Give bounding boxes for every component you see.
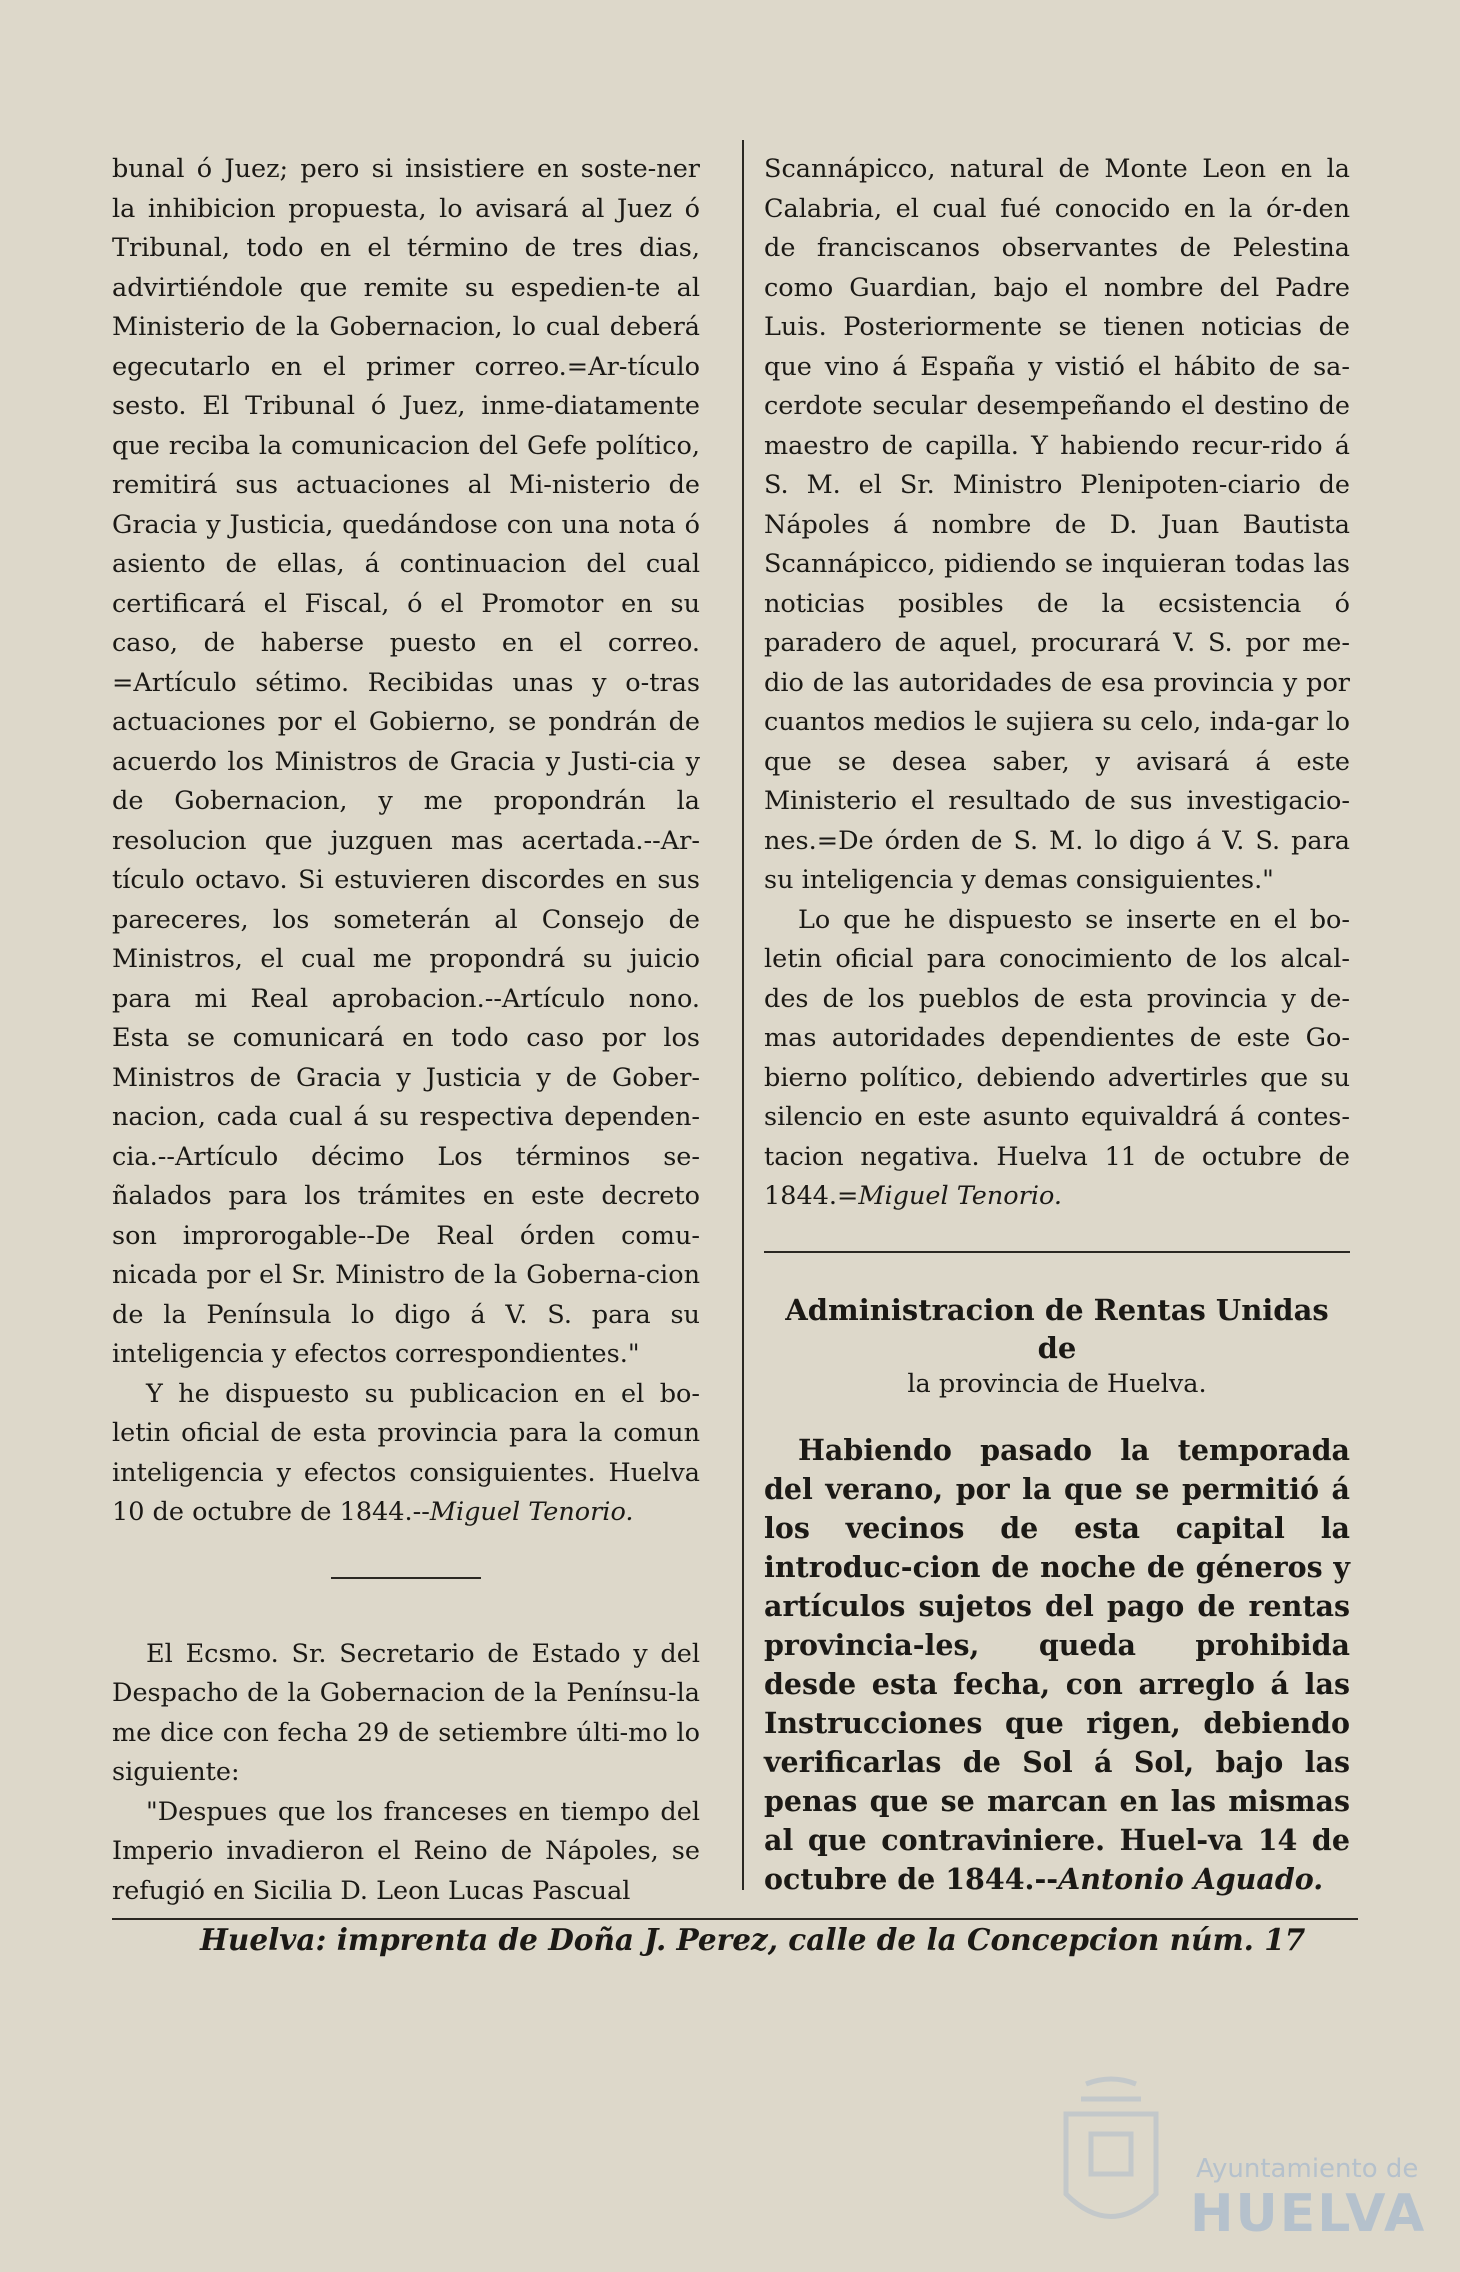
- left-paragraph-secretary: El Ecsmo. Sr. Secretario de Estado y del Despacho de la Gobernacion de la Penínsu-la me dice con fecha 29 de setiembre últi-mo lo siguiente:: [112, 1638, 700, 1787]
- section-divider-right: [764, 1251, 1350, 1253]
- footer-rule: [112, 1918, 1358, 1920]
- printer-imprint: Huelva: imprenta de Doña J. Perez, calle de la Concepcion núm. 17: [200, 1922, 1306, 1957]
- publication-text: Y he dispuesto su publicacion en el bo-letin oficial de esta provincia para la comun inteligencia y efectos consiguientes. Huelva 10 de octubre de 1844.--: [112, 1378, 700, 1527]
- left-column: [112, 150, 700, 1911]
- column-divider: [742, 140, 744, 1890]
- signature-miguel-tenorio-2: Miguel Tenorio.: [858, 1181, 1062, 1211]
- left-paragraph-quote: "Despues que los franceses en tiempo del Imperio invadieron el Reino de Nápoles, se refugió en Sicilia D. Leon Lucas Pascual: [112, 1796, 700, 1906]
- watermark-line1: Ayuntamiento de: [1196, 2154, 1419, 2184]
- notice-block: [764, 1431, 1350, 1899]
- section-subheading: la provincia de Huelva.: [907, 1368, 1207, 1399]
- section-heading: Administracion de Rentas Unidas de: [785, 1292, 1329, 1365]
- right-column: [764, 150, 1350, 1899]
- signature-miguel-tenorio: Miguel Tenorio.: [429, 1497, 634, 1527]
- notice-text: Habiendo pasado la temporada del verano, por la que se permitió á los vecinos de esta capital la introduc-cion de noche de géneros y artículos sujetos del pago de rentas provincia-les, queda prohibida desde esta fecha, con arreglo á las Instrucciones que rigen, debiendo verificarlas de Sol á Sol, bajo las penas que se marcan en las mismas al que contraviniere. Huel-va 14 de octubre de 1844.--: [764, 1432, 1350, 1896]
- left-paragraph-publication: [112, 1375, 700, 1533]
- signature-antonio-aguado: Antonio Aguado.: [1058, 1861, 1324, 1896]
- section-divider: [331, 1577, 481, 1579]
- right-paragraph-quote-continued: Scannápicco, natural de Monte Leon en la Calabria, el cual fué conocido en la ór-den de franciscanos observantes de Pelestina como Guardian, bajo el nombre del Padre Luis. Posteriormente se tienen noticias de que vino á España y vistió el hábito de sa-cerdote secular desempeñando el destino de maestro de capilla. Y habiendo recur-rido á S. M. el Sr. Ministro Plenipoten-ciario de Nápoles á nombre de D. Juan Bautista Scannápicco, pidiendo se inquieran todas las noticias posibles de la ecsistencia ó paradero de aquel, procurará V. S. por me-dio de las autoridades de esa provincia y por cuantos medios le sujiera su celo, inda-gar lo que se desea saber, y avisará á este Ministerio el resultado de sus investigacio-nes.=De órden de S. M. lo digo á V. S. para su inteligencia y demas consiguientes.": [764, 154, 1350, 895]
- left-paragraph-decree: bunal ó Juez; pero si insistiere en soste-ner la inhibicion propuesta, lo avisará al Juez ó Tribunal, todo en el término de tres dias, advirtiéndole que remite su espedien-te al Ministerio de la Gobernacion, lo cual deberá egecutarlo en el primer correo.=Ar-tículo sesto. El Tribunal ó Juez, inme-diatamente que reciba la comunicacion del Gefe político, remitirá sus actuaciones al Mi-nisterio de Gracia y Justicia, quedándose con una nota ó asiento de ellas, á continuacion del cual certificará el Fiscal, ó el Promotor en su caso, de haberse puesto en el correo. =Artículo sétimo. Recibidas unas y o-tras actuaciones por el Gobierno, se pondrán de acuerdo los Ministros de Gracia y Justi-cia y de Gobernacion, y me propondrán la resolucion que juzguen mas acertada.--Ar-tículo octavo. Si estuvieren discordes en sus pareceres, los someterán al Consejo de Ministros, el cual me propondrá su juicio para mi Real aprobacion.--Artículo nono. Esta se comunicará en todo caso por los Ministros de Gracia y Justicia y de Gober-nacion, cada cual á su respectiva dependen-cia.--Artículo décimo Los términos se-ñalados para los trámites en este decreto son improrogable--De Real órden comu-nicada por el Sr. Ministro de la Goberna-cion de la Península lo digo á V. S. para su inteligencia y efectos correspondientes.": [112, 154, 700, 1369]
- insertion-text: Lo que he dispuesto se inserte en el bo-letin oficial para conocimiento de los alcal-des de los pueblos de esta provincia y de-mas autoridades dependientes de este Go-bierno político, debiendo advertirles que su silencio en este asunto equivaldrá á contes-tacion negativa. Huelva 11 de octubre de 1844.=: [764, 904, 1350, 1211]
- notice-paragraph: [764, 1431, 1350, 1899]
- right-paragraph-insertion: [764, 901, 1350, 1217]
- watermark-line2: HUELVA: [1190, 2184, 1427, 2244]
